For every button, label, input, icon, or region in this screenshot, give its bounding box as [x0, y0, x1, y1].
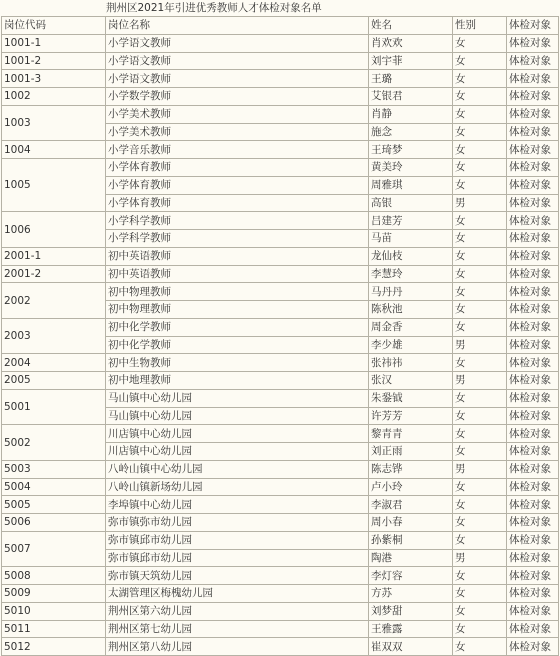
position-cell: 小学体育教师 — [106, 194, 369, 212]
position-cell: 马山镇中心幼儿园 — [106, 407, 369, 425]
table-row — [2, 265, 559, 283]
code-cell: 2002 — [2, 283, 106, 319]
position-cell: 小学数学教师 — [106, 88, 369, 106]
gender-cell: 女 — [453, 301, 507, 319]
position-cell: 马山镇中心幼儿园 — [106, 389, 369, 407]
name-cell: 龙仙枝 — [369, 247, 453, 265]
name-cell: 方苏 — [369, 585, 453, 603]
gender-cell: 女 — [453, 230, 507, 248]
status-cell: 体检对象 — [507, 407, 559, 425]
code-cell: 2003 — [2, 318, 106, 354]
position-cell: 李埠镇中心幼儿园 — [106, 496, 369, 514]
position-cell: 初中地理教师 — [106, 372, 369, 390]
table-row — [2, 478, 559, 496]
status-cell: 体检对象 — [507, 478, 559, 496]
position-cell: 小学语文教师 — [106, 52, 369, 70]
status-cell: 体检对象 — [507, 265, 559, 283]
code-cell: 1004 — [2, 141, 106, 159]
table-row — [2, 52, 559, 70]
gender-cell: 女 — [453, 585, 507, 603]
status-cell: 体检对象 — [507, 176, 559, 194]
table-row — [2, 247, 559, 265]
gender-cell: 女 — [453, 478, 507, 496]
status-cell: 体检对象 — [507, 549, 559, 567]
gender-cell: 女 — [453, 531, 507, 549]
status-cell: 体检对象 — [507, 70, 559, 88]
status-cell: 体检对象 — [507, 496, 559, 514]
name-cell: 施念 — [369, 123, 453, 141]
gender-cell: 女 — [453, 389, 507, 407]
position-cell: 初中英语教师 — [106, 247, 369, 265]
position-cell: 荆州区第六幼儿园 — [106, 602, 369, 620]
gender-cell: 女 — [453, 567, 507, 585]
position-cell: 八岭山镇中心幼儿园 — [106, 460, 369, 478]
status-cell: 体检对象 — [507, 52, 559, 70]
status-cell: 体检对象 — [507, 567, 559, 585]
gender-cell: 女 — [453, 159, 507, 177]
status-cell: 体检对象 — [507, 230, 559, 248]
page-title: 荆州区2021年引进优秀教师人才体检对象名单 — [106, 2, 322, 14]
gender-cell: 女 — [453, 265, 507, 283]
name-cell: 肖欢欢 — [369, 34, 453, 52]
code-cell: 5001 — [2, 389, 106, 425]
table-row — [2, 34, 559, 52]
table-row — [2, 159, 559, 177]
name-cell: 李淑君 — [369, 496, 453, 514]
name-cell: 高银 — [369, 194, 453, 212]
name-cell: 李少雄 — [369, 336, 453, 354]
gender-cell: 女 — [453, 105, 507, 123]
gender-cell: 女 — [453, 88, 507, 106]
status-cell: 体检对象 — [507, 283, 559, 301]
status-cell: 体检对象 — [507, 425, 559, 443]
name-cell: 李灯容 — [369, 567, 453, 585]
name-cell: 刘正雨 — [369, 443, 453, 461]
status-cell: 体检对象 — [507, 336, 559, 354]
gender-cell: 女 — [453, 70, 507, 88]
position-cell: 小学体育教师 — [106, 176, 369, 194]
name-cell: 马苗 — [369, 230, 453, 248]
gender-cell: 男 — [453, 372, 507, 390]
code-cell: 5003 — [2, 460, 106, 478]
status-cell: 体检对象 — [507, 212, 559, 230]
name-cell: 许芳芳 — [369, 407, 453, 425]
status-cell: 体检对象 — [507, 247, 559, 265]
gender-cell: 女 — [453, 514, 507, 532]
table-row — [2, 372, 559, 390]
position-cell: 小学体育教师 — [106, 159, 369, 177]
code-cell: 1005 — [2, 159, 106, 212]
name-cell: 陈志铧 — [369, 460, 453, 478]
code-cell: 1001-2 — [2, 52, 106, 70]
code-cell: 5012 — [2, 638, 106, 656]
name-cell: 李慧玲 — [369, 265, 453, 283]
status-cell: 体检对象 — [507, 159, 559, 177]
name-cell: 马丹丹 — [369, 283, 453, 301]
code-cell: 1001-3 — [2, 70, 106, 88]
header-code: 岗位代码 — [2, 17, 106, 35]
gender-cell: 女 — [453, 620, 507, 638]
position-cell: 小学美术教师 — [106, 105, 369, 123]
code-cell: 2005 — [2, 372, 106, 390]
code-cell: 2001-2 — [2, 265, 106, 283]
gender-cell: 女 — [453, 443, 507, 461]
table-row — [2, 212, 559, 230]
name-cell: 周小春 — [369, 514, 453, 532]
name-cell: 刘宇菲 — [369, 52, 453, 70]
name-cell: 陈秋池 — [369, 301, 453, 319]
name-cell: 卢小玲 — [369, 478, 453, 496]
status-cell: 体检对象 — [507, 460, 559, 478]
header-position: 岗位名称 — [106, 17, 369, 35]
status-cell: 体检对象 — [507, 602, 559, 620]
table-row — [2, 70, 559, 88]
table-row — [2, 514, 559, 532]
gender-cell: 女 — [453, 247, 507, 265]
status-cell: 体检对象 — [507, 638, 559, 656]
table-row — [2, 425, 559, 443]
gender-cell: 女 — [453, 283, 507, 301]
position-cell: 八岭山镇新场幼儿园 — [106, 478, 369, 496]
position-cell: 小学语文教师 — [106, 34, 369, 52]
code-cell: 5002 — [2, 425, 106, 461]
code-cell: 5009 — [2, 585, 106, 603]
header-row — [2, 17, 559, 35]
position-cell: 初中化学教师 — [106, 336, 369, 354]
gender-cell: 男 — [453, 336, 507, 354]
code-cell: 1001-1 — [2, 34, 106, 52]
code-cell: 1003 — [2, 105, 106, 141]
table-row — [2, 283, 559, 301]
code-cell: 2001-1 — [2, 247, 106, 265]
gender-cell: 男 — [453, 194, 507, 212]
name-cell: 王雅露 — [369, 620, 453, 638]
code-cell: 5004 — [2, 478, 106, 496]
table-row — [2, 460, 559, 478]
table-row — [2, 318, 559, 336]
code-cell: 5011 — [2, 620, 106, 638]
table-row — [2, 389, 559, 407]
position-cell: 小学科学教师 — [106, 212, 369, 230]
table-row — [2, 141, 559, 159]
code-cell: 5008 — [2, 567, 106, 585]
gender-cell: 女 — [453, 34, 507, 52]
position-cell: 小学语文教师 — [106, 70, 369, 88]
name-cell: 王琦梦 — [369, 141, 453, 159]
code-cell: 2004 — [2, 354, 106, 372]
status-cell: 体检对象 — [507, 531, 559, 549]
table-row — [2, 496, 559, 514]
gender-cell: 男 — [453, 460, 507, 478]
table-body — [2, 17, 559, 656]
code-cell: 1006 — [2, 212, 106, 248]
position-cell: 太湖管理区梅槐幼儿园 — [106, 585, 369, 603]
status-cell: 体检对象 — [507, 123, 559, 141]
position-cell: 荆州区第七幼儿园 — [106, 620, 369, 638]
position-cell: 弥市镇邱市幼儿园 — [106, 531, 369, 549]
status-cell: 体检对象 — [507, 620, 559, 638]
position-cell: 川店镇中心幼儿园 — [106, 443, 369, 461]
status-cell: 体检对象 — [507, 318, 559, 336]
position-cell: 川店镇中心幼儿园 — [106, 425, 369, 443]
gender-cell: 女 — [453, 212, 507, 230]
gender-cell: 男 — [453, 549, 507, 567]
name-cell: 周金香 — [369, 318, 453, 336]
name-cell: 艾银君 — [369, 88, 453, 106]
status-cell: 体检对象 — [507, 585, 559, 603]
name-cell: 肖静 — [369, 105, 453, 123]
gender-cell: 女 — [453, 123, 507, 141]
position-cell: 弥市镇邱市幼儿园 — [106, 549, 369, 567]
name-cell: 刘梦甜 — [369, 602, 453, 620]
gender-cell: 女 — [453, 176, 507, 194]
status-cell: 体检对象 — [507, 141, 559, 159]
gender-cell: 女 — [453, 496, 507, 514]
name-cell: 黎青青 — [369, 425, 453, 443]
code-cell: 1002 — [2, 88, 106, 106]
code-cell: 5005 — [2, 496, 106, 514]
name-cell: 吕建芳 — [369, 212, 453, 230]
name-cell: 黄美玲 — [369, 159, 453, 177]
position-cell: 初中化学教师 — [106, 318, 369, 336]
position-cell: 初中英语教师 — [106, 265, 369, 283]
name-cell: 崔双双 — [369, 638, 453, 656]
status-cell: 体检对象 — [507, 88, 559, 106]
name-cell: 张祎祎 — [369, 354, 453, 372]
code-cell: 5010 — [2, 602, 106, 620]
name-cell: 陶港 — [369, 549, 453, 567]
gender-cell: 女 — [453, 318, 507, 336]
name-cell: 朱銎钺 — [369, 389, 453, 407]
header-name: 姓名 — [369, 17, 453, 35]
status-cell: 体检对象 — [507, 354, 559, 372]
gender-cell: 女 — [453, 52, 507, 70]
position-cell: 初中物理教师 — [106, 301, 369, 319]
position-cell: 小学音乐教师 — [106, 141, 369, 159]
candidate-table — [1, 16, 559, 656]
position-cell: 小学科学教师 — [106, 230, 369, 248]
position-cell: 弥市镇弥市幼儿园 — [106, 514, 369, 532]
table-row — [2, 354, 559, 372]
gender-cell: 女 — [453, 602, 507, 620]
status-cell: 体检对象 — [507, 194, 559, 212]
position-cell: 小学美术教师 — [106, 123, 369, 141]
name-cell: 王璐 — [369, 70, 453, 88]
status-cell: 体检对象 — [507, 301, 559, 319]
table-row — [2, 585, 559, 603]
status-cell: 体检对象 — [507, 514, 559, 532]
status-cell: 体检对象 — [507, 389, 559, 407]
header-gender: 性别 — [453, 17, 507, 35]
gender-cell: 女 — [453, 141, 507, 159]
name-cell: 周雅琪 — [369, 176, 453, 194]
position-cell: 弥市镇天筑幼儿园 — [106, 567, 369, 585]
code-cell: 5007 — [2, 531, 106, 567]
gender-cell: 女 — [453, 407, 507, 425]
table-row — [2, 602, 559, 620]
name-cell: 张汉 — [369, 372, 453, 390]
table-row — [2, 620, 559, 638]
header-status: 体检对象 — [507, 17, 559, 35]
status-cell: 体检对象 — [507, 34, 559, 52]
status-cell: 体检对象 — [507, 443, 559, 461]
code-cell: 5006 — [2, 514, 106, 532]
position-cell: 荆州区第八幼儿园 — [106, 638, 369, 656]
table-row — [2, 567, 559, 585]
status-cell: 体检对象 — [507, 372, 559, 390]
gender-cell: 女 — [453, 425, 507, 443]
status-cell: 体检对象 — [507, 105, 559, 123]
table-row — [2, 531, 559, 549]
gender-cell: 女 — [453, 638, 507, 656]
name-cell: 孙紫桐 — [369, 531, 453, 549]
gender-cell: 女 — [453, 354, 507, 372]
position-cell: 初中物理教师 — [106, 283, 369, 301]
position-cell: 初中生物教师 — [106, 354, 369, 372]
table-row — [2, 88, 559, 106]
table-row — [2, 105, 559, 123]
